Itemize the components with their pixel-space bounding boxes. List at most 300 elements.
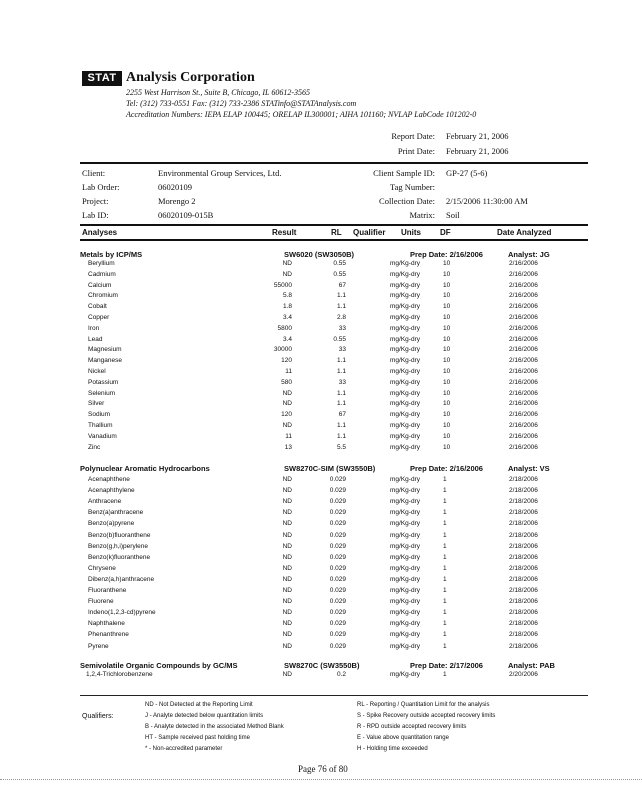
units-cell: mg/Kg-dry (390, 432, 420, 440)
tag-number-label: Tag Number: (390, 182, 435, 192)
table-row (0, 433, 642, 444)
col-header-rl: RL (331, 228, 342, 237)
rl-cell: 0.029 (329, 575, 346, 583)
rl-cell: 1.1 (336, 432, 346, 440)
rl-cell: 33 (338, 346, 346, 354)
accreditation-numbers: Accreditation Numbers: IEPA ELAP 100445; ORELAP IL300001; AIHA 101160; NVLAP LabCode 101202-0 (126, 110, 477, 119)
df-cell: 1 (443, 487, 447, 495)
date-analyzed-cell: 2/16/2006 (509, 270, 538, 278)
analyte-cell: Benz(a)anthracene (88, 509, 144, 517)
df-cell: 1 (443, 620, 447, 628)
date-analyzed-cell: 2/18/2006 (509, 542, 538, 550)
date-analyzed-cell: 2/18/2006 (509, 598, 538, 606)
rl-cell: 0.029 (329, 542, 346, 550)
analyte-cell: Calcium (88, 281, 112, 289)
date-analyzed-cell: 2/16/2006 (509, 389, 538, 397)
analyte-cell: Fluoranthene (88, 587, 127, 594)
analyte-cell: Selenium (88, 389, 116, 397)
col-header-result: Result (272, 228, 297, 237)
rl-cell: 2.8 (336, 314, 346, 321)
units-cell: mg/Kg-dry (390, 598, 420, 606)
table-row (0, 587, 642, 598)
table-row (0, 282, 642, 293)
date-analyzed-cell: 2/18/2006 (509, 553, 538, 561)
qualifier-j: J - Analyte detected below quantitation limits (145, 713, 264, 719)
date-analyzed-cell: 2/16/2006 (509, 368, 538, 375)
df-cell: 1 (443, 476, 447, 483)
result-cell: ND (282, 509, 292, 517)
table-row (0, 643, 642, 654)
table-row (0, 357, 642, 368)
date-analyzed-cell: 2/16/2006 (509, 292, 538, 300)
section-analyst: Analyst: PAB (508, 661, 555, 670)
qualifier-h: H - Holding time exceeded (357, 746, 428, 752)
table-row (0, 671, 642, 682)
col-header-units: Units (401, 228, 421, 237)
units-cell: mg/Kg-dry (390, 671, 420, 678)
result-cell: 55000 (273, 281, 292, 289)
df-cell: 10 (443, 346, 451, 354)
date-analyzed-cell: 2/16/2006 (509, 314, 538, 321)
rl-cell: 0.029 (329, 631, 346, 639)
date-analyzed-cell: 2/18/2006 (509, 642, 538, 650)
result-cell: ND (282, 598, 292, 606)
df-cell: 1 (443, 631, 447, 639)
table-row (0, 400, 642, 411)
lab-order-value: 06020109 (158, 182, 192, 192)
df-cell: 10 (443, 378, 451, 386)
date-analyzed-cell: 2/16/2006 (509, 400, 538, 408)
result-cell: ND (282, 564, 292, 572)
df-cell: 10 (443, 270, 451, 278)
units-cell: mg/Kg-dry (390, 553, 420, 561)
project-value: Morengo 2 (158, 196, 196, 206)
result-cell: ND (282, 498, 292, 506)
date-analyzed-cell: 2/18/2006 (509, 487, 538, 495)
analyte-cell: Manganese (88, 357, 122, 365)
qualifier-ht: HT - Sample received past holding time (145, 735, 250, 741)
analyte-cell: Naphthalene (88, 620, 125, 628)
lab-id-value: 06020109-015B (158, 210, 214, 220)
units-cell: mg/Kg-dry (390, 542, 420, 550)
rl-cell: 1.1 (336, 292, 346, 300)
date-analyzed-cell: 2/18/2006 (509, 631, 538, 639)
df-cell: 1 (443, 531, 447, 539)
units-cell: mg/Kg-dry (390, 564, 420, 572)
analyte-cell: Thallium (88, 422, 113, 429)
units-cell: mg/Kg-dry (390, 642, 420, 650)
table-row (0, 314, 642, 325)
units-cell: mg/Kg-dry (390, 631, 420, 639)
section-method: SW8270C-SIM (SW3550B) (284, 464, 376, 473)
result-cell: 11 (285, 368, 292, 375)
result-cell: ND (282, 520, 292, 528)
date-analyzed-cell: 2/16/2006 (509, 281, 538, 289)
date-analyzed-cell: 2/16/2006 (509, 357, 538, 365)
collection-date-label: Collection Date: (379, 196, 435, 206)
analyte-cell: Potassium (88, 378, 119, 386)
rl-cell: 0.55 (333, 335, 346, 343)
df-cell: 10 (443, 281, 451, 289)
date-analyzed-cell: 2/18/2006 (509, 609, 538, 617)
table-row (0, 598, 642, 609)
table-row (0, 532, 642, 543)
qualifier-b: B - Analyte detected in the associated Method Blank (145, 724, 284, 730)
analyte-cell: Beryllium (88, 260, 115, 267)
section-title: Metals by ICP/MS (80, 250, 143, 259)
date-analyzed-cell: 2/18/2006 (509, 476, 538, 483)
analyte-cell: Cobalt (88, 303, 107, 311)
rl-cell: 1.1 (336, 368, 346, 375)
df-cell: 1 (443, 587, 447, 594)
date-analyzed-cell: 2/16/2006 (509, 346, 538, 354)
table-row (0, 325, 642, 336)
rl-cell: 0.029 (329, 598, 346, 606)
units-cell: mg/Kg-dry (390, 443, 420, 451)
units-cell: mg/Kg-dry (390, 531, 420, 539)
df-cell: 1 (443, 553, 447, 561)
col-header-df: DF (440, 228, 451, 237)
rl-cell: 1.1 (336, 389, 346, 397)
rl-cell: 0.029 (329, 587, 346, 594)
units-cell: mg/Kg-dry (390, 620, 420, 628)
company-contact: Tel: (312) 733-0551 Fax: (312) 733-2386 STATinfo@STATAnalysis.com (126, 99, 357, 108)
scan-edge-dots (0, 779, 642, 780)
result-cell: ND (282, 260, 292, 267)
date-analyzed-cell: 2/20/2006 (509, 671, 538, 678)
table-row (0, 576, 642, 587)
units-cell: mg/Kg-dry (390, 587, 420, 594)
result-cell: 5.8 (282, 292, 292, 300)
result-cell: ND (282, 400, 292, 408)
units-cell: mg/Kg-dry (390, 575, 420, 583)
client-value: Environmental Group Services, Ltd. (158, 168, 282, 178)
units-cell: mg/Kg-dry (390, 411, 420, 419)
result-cell: ND (282, 553, 292, 561)
info-divider (80, 224, 588, 226)
header-divider (80, 162, 588, 164)
result-cell: 11 (285, 432, 292, 440)
analyte-cell: Chrysene (88, 564, 116, 572)
table-row (0, 520, 642, 531)
rl-cell: 0.029 (329, 487, 346, 495)
qualifiers-label: Qualifiers: (82, 713, 114, 720)
result-cell: 5800 (277, 324, 292, 332)
df-cell: 1 (443, 542, 447, 550)
result-cell: 580 (281, 378, 292, 386)
rl-cell: 0.029 (329, 609, 346, 617)
print-date-label: Print Date: (397, 146, 435, 156)
df-cell: 10 (443, 314, 451, 321)
result-cell: ND (282, 487, 292, 495)
table-row (0, 271, 642, 282)
analyte-cell: Sodium (88, 411, 111, 419)
result-cell: 3.4 (282, 314, 292, 321)
analyte-cell: Benzo(a)pyrene (88, 520, 135, 528)
units-cell: mg/Kg-dry (390, 314, 420, 321)
date-analyzed-cell: 2/16/2006 (509, 422, 538, 429)
date-analyzed-cell: 2/16/2006 (509, 443, 538, 451)
rl-cell: 33 (338, 324, 346, 332)
df-cell: 10 (443, 411, 451, 419)
date-analyzed-cell: 2/18/2006 (509, 520, 538, 528)
table-row (0, 565, 642, 576)
qualifier-nd: ND - Not Detected at the Reporting Limit (145, 702, 253, 708)
table-row (0, 543, 642, 554)
section-prep-date: Prep Date: 2/16/2006 (410, 464, 483, 473)
table-row (0, 260, 642, 271)
analyte-cell: Benzo(b)fluoranthene (88, 531, 151, 539)
result-cell: 30000 (273, 346, 292, 354)
table-row (0, 487, 642, 498)
result-cell: ND (282, 542, 292, 550)
rl-cell: 0.029 (329, 642, 346, 650)
rl-cell: 67 (338, 411, 346, 419)
units-cell: mg/Kg-dry (390, 520, 420, 528)
date-analyzed-cell: 2/16/2006 (509, 324, 538, 332)
units-cell: mg/Kg-dry (390, 346, 420, 354)
rl-cell: 1.1 (336, 357, 346, 365)
df-cell: 10 (443, 260, 451, 267)
print-date-value: February 21, 2006 (446, 146, 509, 156)
df-cell: 1 (443, 609, 447, 617)
lab-order-label: Lab Order: (82, 182, 120, 192)
result-cell: ND (282, 671, 292, 678)
analyte-cell: Pyrene (88, 642, 109, 650)
df-cell: 1 (443, 575, 447, 583)
result-cell: ND (282, 422, 292, 429)
analyte-cell: Zinc (88, 443, 101, 451)
units-cell: mg/Kg-dry (390, 281, 420, 289)
client-sample-id-value: GP-27 (5-6) (446, 168, 488, 178)
analyte-cell: Acenaphthylene (88, 487, 135, 495)
rl-cell: 1.1 (336, 422, 346, 429)
rl-cell: 1.1 (336, 400, 346, 408)
table-row (0, 336, 642, 347)
result-cell: ND (282, 587, 292, 594)
table-row (0, 368, 642, 379)
qualifier-rl: RL - Reporting / Quantitation Limit for the analysis (357, 702, 490, 708)
result-cell: ND (282, 531, 292, 539)
df-cell: 10 (443, 303, 451, 311)
df-cell: 1 (443, 598, 447, 606)
result-cell: 3.4 (282, 335, 292, 343)
date-analyzed-cell: 2/16/2006 (509, 432, 538, 440)
analyte-cell: Benzo(k)fluoranthene (88, 553, 151, 561)
analyte-cell: Magnesium (88, 346, 122, 354)
analyte-cell: Phenanthrene (88, 631, 129, 639)
analyte-cell: Copper (88, 314, 110, 321)
rl-cell: 67 (338, 281, 346, 289)
rl-cell: 0.029 (329, 520, 346, 528)
units-cell: mg/Kg-dry (390, 378, 420, 386)
df-cell: 10 (443, 400, 451, 408)
rl-cell: 0.029 (329, 620, 346, 628)
section-method: SW8270C (SW3550B) (284, 661, 360, 670)
units-cell: mg/Kg-dry (390, 509, 420, 517)
page-number: Page 76 of 80 (298, 764, 348, 774)
column-header-divider (80, 239, 588, 241)
table-row (0, 411, 642, 422)
df-cell: 1 (443, 564, 447, 572)
result-cell: ND (282, 631, 292, 639)
col-header-qualifier: Qualifier (353, 228, 386, 237)
section-title: Semivolatile Organic Compounds by GC/MS (80, 661, 238, 670)
company-address: 2255 West Harrison St., Suite B, Chicago, IL 60612-3565 (126, 88, 311, 97)
df-cell: 10 (443, 292, 451, 300)
rl-cell: 0.029 (329, 553, 346, 561)
date-analyzed-cell: 2/18/2006 (509, 509, 538, 517)
analyte-cell: Anthracene (88, 498, 122, 506)
df-cell: 10 (443, 389, 451, 397)
analyte-cell: Lead (88, 335, 103, 343)
rl-cell: 0.029 (329, 531, 346, 539)
date-analyzed-cell: 2/18/2006 (509, 620, 538, 628)
result-cell: 1.8 (282, 303, 292, 311)
result-cell: 13 (284, 443, 292, 451)
section-method: SW6020 (SW3050B) (284, 250, 355, 259)
report-date-value: February 21, 2006 (446, 131, 509, 141)
rl-cell: 33 (338, 378, 346, 386)
table-row (0, 609, 642, 620)
table-row (0, 554, 642, 565)
result-cell: 120 (281, 357, 292, 365)
table-row (0, 631, 642, 642)
rl-cell: 1.1 (336, 303, 346, 311)
analyte-cell: Indeno(1,2,3-cd)pyrene (88, 609, 156, 617)
col-header-date-analyzed: Date Analyzed (497, 228, 552, 237)
df-cell: 1 (443, 642, 447, 650)
units-cell: mg/Kg-dry (390, 476, 420, 483)
analyte-cell: Chromium (88, 292, 118, 300)
units-cell: mg/Kg-dry (390, 487, 420, 495)
table-row (0, 379, 642, 390)
client-sample-id-label: Client Sample ID: (373, 168, 435, 178)
units-cell: mg/Kg-dry (390, 292, 420, 300)
result-cell: ND (282, 389, 292, 397)
result-cell: ND (282, 620, 292, 628)
col-header-analyses: Analyses (82, 228, 118, 237)
df-cell: 10 (443, 432, 451, 440)
collection-date-value: 2/15/2006 11:30:00 AM (446, 196, 528, 206)
qualifier-s: S - Spike Recovery outside accepted recovery limits (357, 713, 496, 719)
units-cell: mg/Kg-dry (390, 357, 420, 365)
rl-cell: 0.029 (329, 509, 346, 517)
table-row (0, 444, 642, 455)
df-cell: 1 (443, 671, 447, 678)
date-analyzed-cell: 2/18/2006 (509, 587, 538, 594)
table-row (0, 422, 642, 433)
df-cell: 10 (443, 357, 451, 365)
analyte-cell: 1,2,4-Trichlorobenzene (86, 671, 153, 678)
df-cell: 1 (443, 509, 447, 517)
matrix-value: Soil (446, 210, 460, 220)
units-cell: mg/Kg-dry (390, 498, 420, 506)
units-cell: mg/Kg-dry (390, 389, 420, 397)
table-row (0, 509, 642, 520)
qualifier-r: R - RPD outside accepted recovery limits (357, 724, 467, 730)
analyte-cell: Acenaphthene (88, 476, 130, 483)
date-analyzed-cell: 2/16/2006 (509, 411, 538, 419)
units-cell: mg/Kg-dry (390, 400, 420, 408)
section-title: Polynuclear Aromatic Hydrocarbons (80, 464, 210, 473)
analyte-cell: Dibenz(a,h)anthracene (88, 575, 155, 583)
analyte-cell: Fluorene (88, 598, 114, 606)
result-cell: 120 (281, 411, 292, 419)
section-prep-date: Prep Date: 2/17/2006 (410, 661, 483, 670)
client-label: Client: (82, 168, 106, 178)
table-row (0, 292, 642, 303)
matrix-label: Matrix: (409, 210, 435, 220)
rl-cell: 0.029 (329, 564, 346, 572)
analyte-cell: Vanadium (88, 432, 117, 440)
df-cell: 10 (443, 422, 451, 429)
units-cell: mg/Kg-dry (390, 368, 420, 375)
company-logo: STAT (82, 71, 122, 86)
rl-cell: 0.029 (329, 476, 346, 483)
rl-cell: 5.5 (336, 443, 346, 451)
analyte-cell: Nickel (88, 368, 106, 375)
df-cell: 10 (443, 324, 451, 332)
analyte-cell: Benzo(g,h,i)perylene (88, 542, 148, 550)
units-cell: mg/Kg-dry (390, 324, 420, 332)
table-row (0, 476, 642, 487)
rl-cell: 0.029 (329, 498, 346, 506)
rl-cell: 0.2 (336, 671, 346, 678)
result-cell: ND (282, 575, 292, 583)
result-cell: ND (282, 270, 292, 278)
analyte-cell: Cadmium (88, 270, 116, 278)
units-cell: mg/Kg-dry (390, 609, 420, 617)
result-cell: ND (282, 476, 292, 483)
result-cell: ND (282, 609, 292, 617)
date-analyzed-cell: 2/16/2006 (509, 378, 538, 386)
date-analyzed-cell: 2/18/2006 (509, 531, 538, 539)
qualifier-e: E - Value above quantitation range (357, 735, 449, 741)
qualifier-star: * - Non-accredited parameter (145, 746, 223, 752)
units-cell: mg/Kg-dry (390, 335, 420, 343)
section-prep-date: Prep Date: 2/16/2006 (410, 250, 483, 259)
table-row (0, 620, 642, 631)
units-cell: mg/Kg-dry (390, 260, 420, 267)
date-analyzed-cell: 2/18/2006 (509, 575, 538, 583)
units-cell: mg/Kg-dry (390, 303, 420, 311)
units-cell: mg/Kg-dry (390, 422, 420, 429)
units-cell: mg/Kg-dry (390, 270, 420, 278)
df-cell: 10 (443, 368, 451, 375)
report-date-label: Report Date: (391, 131, 435, 141)
date-analyzed-cell: 2/18/2006 (509, 498, 538, 506)
df-cell: 1 (443, 498, 447, 506)
table-row (0, 498, 642, 509)
analyte-cell: Silver (88, 400, 105, 408)
df-cell: 10 (443, 335, 451, 343)
footer-divider (80, 695, 588, 696)
result-cell: ND (282, 642, 292, 650)
date-analyzed-cell: 2/16/2006 (509, 260, 538, 267)
table-row (0, 346, 642, 357)
date-analyzed-cell: 2/16/2006 (509, 335, 538, 343)
df-cell: 1 (443, 520, 447, 528)
analyte-cell: Iron (88, 324, 100, 332)
rl-cell: 0.55 (333, 260, 346, 267)
table-row (0, 390, 642, 401)
rl-cell: 0.55 (333, 270, 346, 278)
project-label: Project: (82, 196, 109, 206)
table-row (0, 303, 642, 314)
section-analyst: Analyst: JG (508, 250, 550, 259)
lab-id-label: Lab ID: (82, 210, 109, 220)
